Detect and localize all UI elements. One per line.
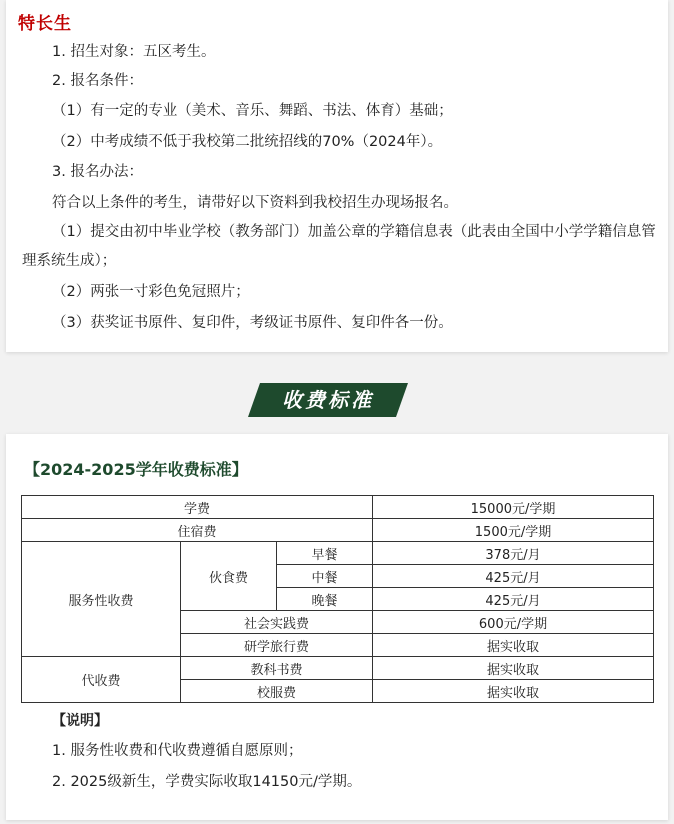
banner-label: 收费标准 (282, 388, 374, 412)
section-title-special-students: 特长生 (18, 14, 72, 34)
table-cell: 学费 (22, 496, 373, 519)
table-cell: 425元/月 (373, 588, 654, 611)
text-line: （1）有一定的专业（美术、音乐、舞蹈、书法、体育）基础； (52, 103, 453, 119)
table-cell: 研学旅行费 (181, 634, 373, 657)
table-cell: 中餐 (277, 565, 373, 588)
table-cell: 教科书费 (181, 657, 373, 680)
text-line: 1. 招生对象：五区考生。 (52, 44, 216, 60)
text-line: 2. 报名条件： (52, 73, 143, 89)
table-cell: 晚餐 (277, 588, 373, 611)
table-cell: 社会实践费 (181, 611, 373, 634)
table-cell: 据实收取 (373, 657, 654, 680)
text-line: 3. 报名办法： (52, 164, 143, 180)
table-row (22, 657, 654, 680)
text-line: （3）获奖证书原件、复印件，考级证书原件、复印件各一份。 (52, 315, 453, 331)
note-item: 1. 服务性收费和代收费遵循自愿原则； (52, 743, 303, 759)
fee-table (21, 495, 654, 703)
table-cell: 校服费 (181, 680, 373, 703)
table-cell: 425元/月 (373, 565, 654, 588)
table-cell: 据实收取 (373, 680, 654, 703)
table-cell: 住宿费 (22, 519, 373, 542)
table-cell: 服务性收费 (22, 542, 181, 657)
table-cell: 代收费 (22, 657, 181, 703)
text-line: （2）中考成绩不低于我校第二批统招线的70%（2024年）。 (52, 134, 443, 150)
text-line: （1）提交由初中毕业学校（教务部门）加盖公章的学籍信息表（此表由全国中小学学籍信息管理系统生成）； (22, 224, 656, 269)
note-item: 2. 2025级新生，学费实际收取14150元/学期。 (52, 774, 362, 790)
table-cell: 378元/月 (373, 542, 654, 565)
table-cell: 早餐 (277, 542, 373, 565)
table-cell: 1500元/学期 (373, 519, 654, 542)
table-row (22, 496, 654, 519)
table-row (22, 519, 654, 542)
notes-title: 【说明】 (52, 713, 108, 729)
fee-table-title: 【2024-2025学年收费标准】 (24, 460, 248, 479)
table-cell: 据实收取 (373, 634, 654, 657)
table-cell: 伙食费 (181, 542, 277, 611)
table-row (22, 542, 654, 565)
text-line: 符合以上条件的考生，请带好以下资料到我校招生办现场报名。 (52, 195, 458, 211)
table-cell: 15000元/学期 (373, 496, 654, 519)
text-line: （2）两张一寸彩色免冠照片； (52, 284, 250, 300)
table-cell: 600元/学期 (373, 611, 654, 634)
fee-standard-banner (248, 383, 408, 417)
